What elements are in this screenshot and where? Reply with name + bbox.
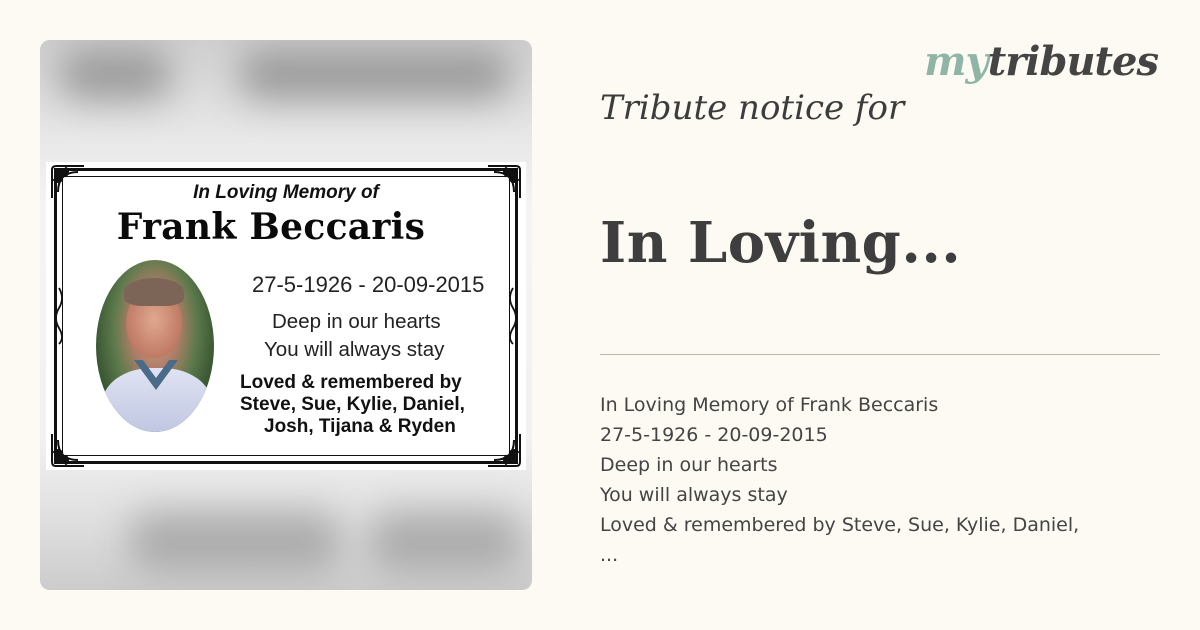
logo-my: my xyxy=(924,38,988,85)
body-line: You will always stay xyxy=(600,484,788,506)
verse-line-2: You will always stay xyxy=(264,338,445,361)
life-dates: 27-5-1926 - 20-09-2015 xyxy=(252,272,485,297)
memorial-notice xyxy=(46,162,526,470)
loved-by-label: Loved & remembered by xyxy=(240,372,462,393)
blurred-shape xyxy=(240,50,510,100)
notice-image xyxy=(40,40,532,590)
blurred-shape xyxy=(60,50,170,100)
tribute-body xyxy=(600,390,1160,570)
divider xyxy=(600,354,1160,355)
family-names-2: Josh, Tijana & Ryden xyxy=(264,416,456,437)
body-line: Deep in our hearts xyxy=(600,454,778,476)
mytributes-logo[interactable] xyxy=(924,38,1158,85)
side-ornament-icon xyxy=(52,286,66,346)
body-line-ellipsis: ... xyxy=(600,544,619,566)
deceased-name: Frank Beccaris xyxy=(116,206,426,248)
corner-ornament-icon xyxy=(48,430,88,470)
family-names-1: Steve, Sue, Kylie, Daniel, xyxy=(240,394,465,415)
blurred-shape xyxy=(370,510,520,570)
tribute-kicker: Tribute notice for xyxy=(600,88,905,128)
body-line: In Loving Memory of Frank Beccaris xyxy=(600,394,939,416)
portrait-photo xyxy=(96,260,214,432)
blurred-shape xyxy=(130,510,340,570)
body-line: 27-5-1926 - 20-09-2015 xyxy=(600,424,828,446)
logo-tributes: tributes xyxy=(987,38,1158,85)
body-line: Loved & remembered by Steve, Sue, Kylie, Daniel, xyxy=(600,514,1080,536)
notice-header: In Loving Memory of xyxy=(193,182,379,203)
corner-ornament-icon xyxy=(484,430,524,470)
tribute-title: In Loving... xyxy=(600,210,962,276)
verse-line-1: Deep in our hearts xyxy=(272,310,441,333)
side-ornament-icon xyxy=(506,286,520,346)
